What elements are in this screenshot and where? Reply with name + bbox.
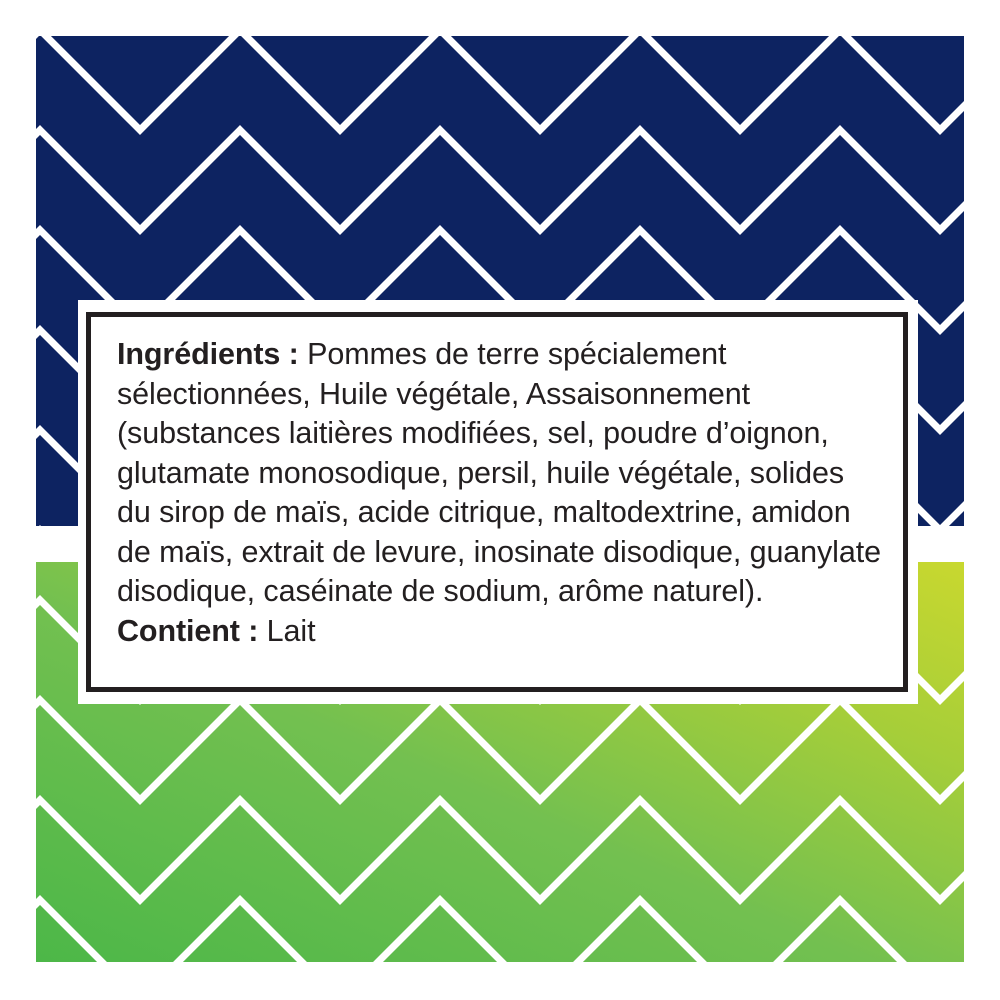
contains-line (117, 612, 881, 652)
ingredients-body: Pommes de terre spécialement sélectionnées, Huile végétale, Assaisonnement (substances laitières modifiées, sel, poudre d’oignon, glutamate monosodique, persil, huile végétale, solides du sirop de maïs, acide citrique, maltodextrine, amidon de maïs, extrait de levure, inosinate disodique, guanylate disodique, caséinate de sodium, arôme naturel). (117, 337, 881, 608)
ingredients-paragraph (117, 335, 881, 612)
contains-value: Lait (258, 613, 316, 648)
ingredients-heading: Ingrédients : (117, 337, 299, 371)
ingredients-panel-content (91, 317, 903, 661)
ingredients-panel (86, 312, 908, 692)
contains-heading: Contient : (117, 613, 259, 648)
